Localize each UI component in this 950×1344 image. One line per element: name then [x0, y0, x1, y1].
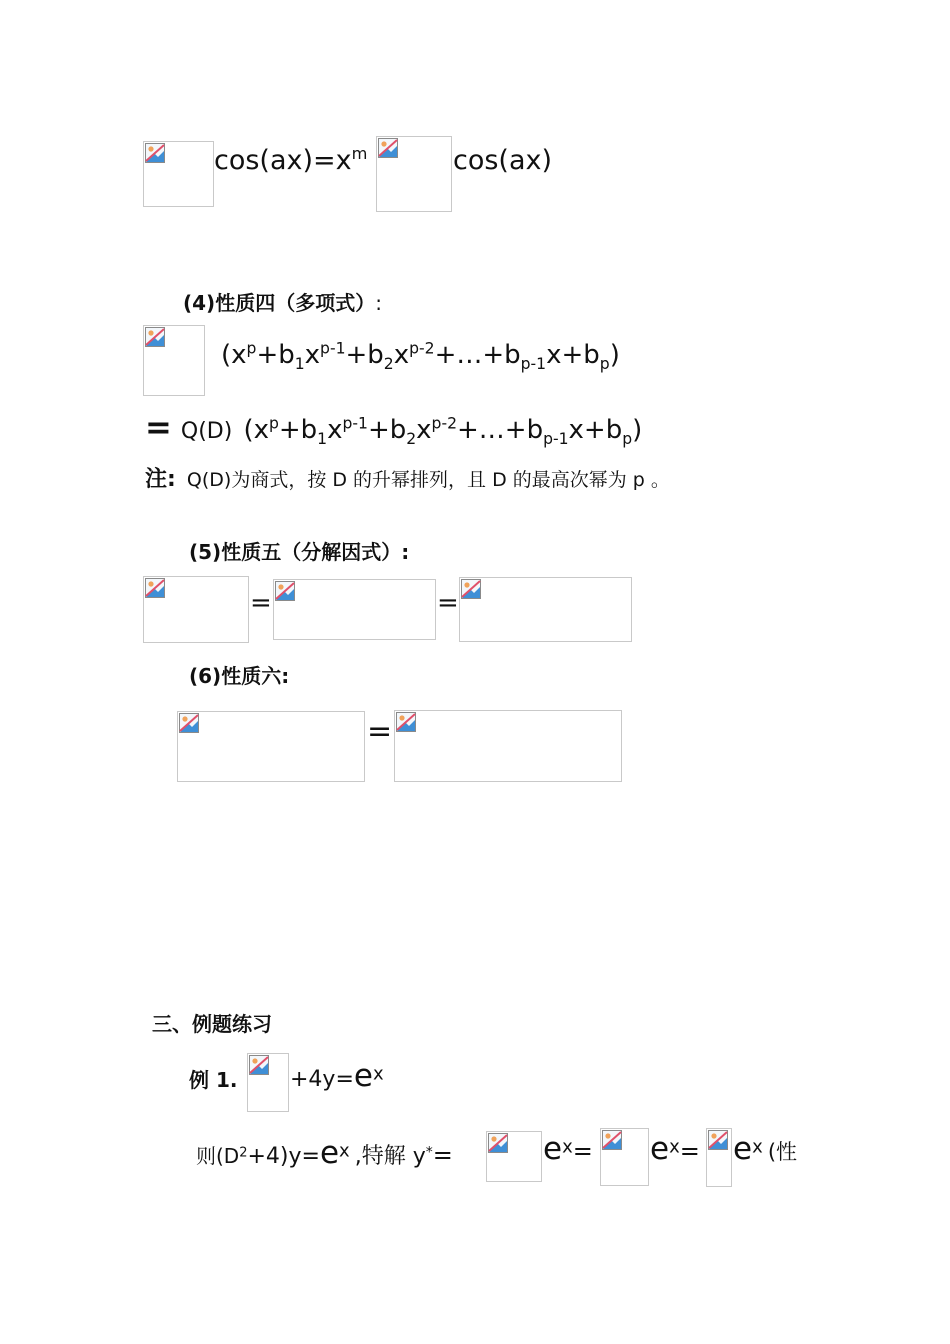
solution-line-prefix: 则$(D^2+4)y=e^x$ ,特解 y*= [196, 1135, 453, 1171]
exponent-m: m [351, 144, 368, 163]
exponential-term: $e^x=$ [543, 1131, 593, 1167]
polynomial-expression: $(x^p+b_1x^{p-1}+b_2x^{p-2}+\dots+b_{p-1}x+b_p)$ [221, 339, 620, 374]
broken-image-icon [179, 713, 199, 733]
broken-image-icon [488, 1133, 508, 1153]
note-label: 注: [145, 467, 176, 492]
formula-image [143, 325, 205, 396]
polynomial-expression: $(x^p+b_1x^{p-1}+b_2x^{p-2}+\dots+b_{p-1}x+b_p)$ [243, 414, 643, 449]
broken-image-icon [602, 1130, 622, 1150]
broken-image-icon [145, 143, 165, 163]
formula-image [143, 576, 249, 643]
heading-text: (4)性质四（多项式） [183, 291, 376, 315]
equals-sign: = [250, 588, 272, 618]
note-line [145, 462, 670, 493]
equals-sign: = [145, 408, 172, 446]
section-heading [183, 287, 382, 316]
exponential-term: $e^x$ (性 [733, 1131, 798, 1167]
formula-image [459, 577, 632, 642]
exponential-term: $e^x=$ [650, 1131, 700, 1167]
formula-image [273, 579, 436, 640]
broken-image-icon [708, 1130, 728, 1150]
cos-text: cos(ax)=x [214, 145, 352, 176]
qd-text: Q(D) [180, 419, 233, 444]
example-label: 例 1. [189, 1068, 238, 1092]
equals-sign: = [367, 714, 393, 749]
quotient-expression [145, 408, 643, 449]
equals-sign: = [437, 588, 459, 618]
formula-image [486, 1131, 542, 1182]
broken-image-icon [378, 138, 398, 158]
formula-image [177, 711, 365, 782]
formula-image [706, 1128, 732, 1187]
formula-image [600, 1128, 649, 1186]
section-title: 三、例题练习 [152, 1012, 272, 1036]
formula-image [247, 1053, 289, 1112]
note-text: Q(D)为商式，按 D 的升幂排列，且 D 的最高次幂为 p 。 [186, 469, 670, 491]
formula-text [214, 145, 367, 176]
formula-image [143, 141, 214, 207]
heading-colon: : [375, 291, 382, 315]
example-equation: $+4y=e^x$ [290, 1058, 384, 1094]
broken-image-icon [396, 712, 416, 732]
formula-text: cos(ax) [453, 145, 553, 176]
broken-image-icon [461, 579, 481, 599]
broken-image-icon [249, 1055, 269, 1075]
formula-image [376, 136, 452, 212]
broken-image-icon [145, 327, 165, 347]
broken-image-icon [275, 581, 295, 601]
section-heading: (5)性质五（分解因式）: [189, 540, 410, 564]
formula-image [394, 710, 622, 782]
broken-image-icon [145, 578, 165, 598]
section-heading: (6)性质六: [189, 664, 290, 688]
